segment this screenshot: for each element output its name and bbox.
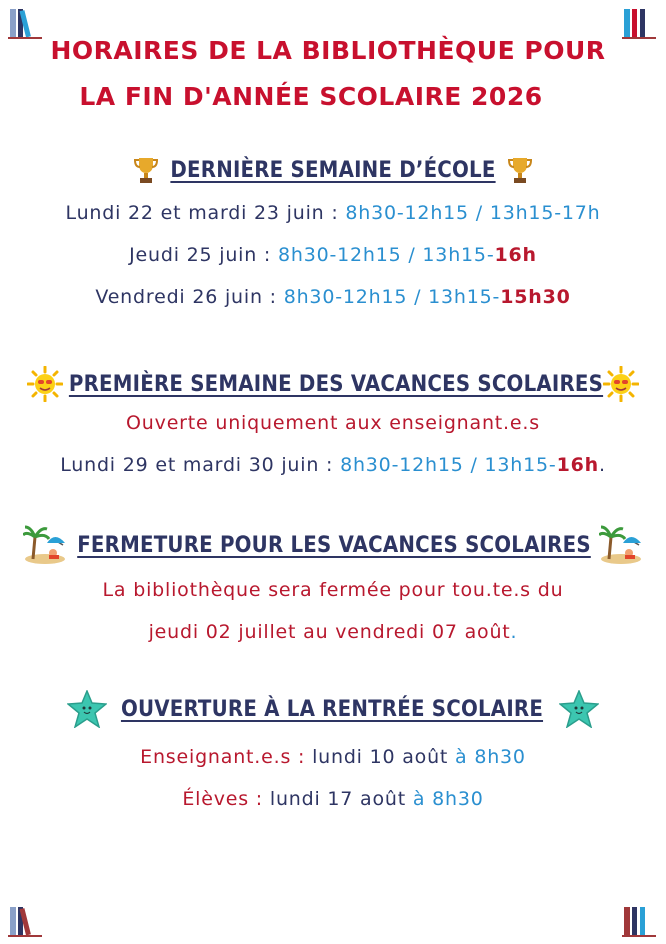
- day-label: Vendredi 26 juin :: [95, 286, 284, 308]
- page-title-line1: HORAIRES DE LA BIBLIOTHÈQUE POUR: [50, 36, 606, 65]
- books-icon: [6, 902, 44, 940]
- schedule-row: [0, 202, 666, 224]
- reopening-time: à 8h30: [455, 746, 526, 768]
- closing-time: 15h30: [500, 286, 571, 308]
- reopening-row: [0, 788, 666, 810]
- section-heading: DERNIÈRE SEMAINE D’ÉCOLE: [170, 157, 496, 183]
- section-last-week: [0, 155, 666, 185]
- beach-icon: [599, 525, 643, 565]
- reopening-time: à 8h30: [412, 788, 484, 810]
- starfish-icon: [559, 690, 599, 728]
- beach-icon: [23, 525, 67, 565]
- reopening-date: lundi 17 août: [269, 788, 413, 810]
- day-label: Lundi 22 et mardi 23 juin :: [65, 202, 346, 224]
- schedule-row: [0, 286, 666, 308]
- section-closure: [0, 525, 666, 565]
- section-heading: OUVERTURE À LA RENTRÉE SCOLAIRE: [120, 696, 544, 722]
- punctuation: .: [510, 621, 518, 643]
- reopening-date: lundi 10 août: [312, 746, 456, 768]
- sun-icon: [603, 366, 639, 402]
- section-heading: FERMETURE POUR LES VACANCES SCOLAIRES: [77, 532, 591, 558]
- starfish-icon: [67, 690, 107, 728]
- books-icon: [620, 902, 658, 940]
- section-reopening: [0, 690, 666, 728]
- hours: 8h30-12h15 / 13h15-: [340, 454, 557, 476]
- trophy-icon: [134, 155, 158, 185]
- section-first-holiday-week: [0, 366, 666, 402]
- hours: 8h30-12h15 / 13h15-: [283, 286, 501, 308]
- closure-dates: jeudi 02 juillet au vendredi 07 août: [148, 621, 511, 643]
- audience-label: Élèves :: [182, 788, 270, 810]
- page-title-line2: LA FIN D'ANNÉE SCOLAIRE 2026: [79, 82, 543, 111]
- closing-time: 16h: [556, 454, 599, 476]
- sun-icon: [27, 366, 63, 402]
- punctuation: .: [598, 454, 606, 476]
- audience-label: Enseignant.e.s :: [140, 746, 313, 768]
- schedule-row: [0, 244, 666, 266]
- section-heading: PREMIÈRE SEMAINE DES VACANCES SCOLAIRES: [68, 371, 604, 397]
- schedule-row: [0, 454, 666, 476]
- closure-text-line2: [0, 621, 666, 643]
- trophy-icon: [508, 155, 532, 185]
- closing-time: 16h: [494, 244, 537, 266]
- day-label: Jeudi 25 juin :: [129, 244, 278, 266]
- reopening-row: [0, 746, 666, 768]
- day-label: Lundi 29 et mardi 30 juin :: [60, 454, 341, 476]
- hours: 8h30-12h15 / 13h15-17h: [345, 202, 601, 224]
- hours: 8h30-12h15 / 13h15-: [277, 244, 495, 266]
- teachers-only-note: Ouverte uniquement aux enseignant.e.s: [126, 412, 540, 434]
- closure-text-line1: La bibliothèque sera fermée pour tou.te.s du: [102, 579, 564, 601]
